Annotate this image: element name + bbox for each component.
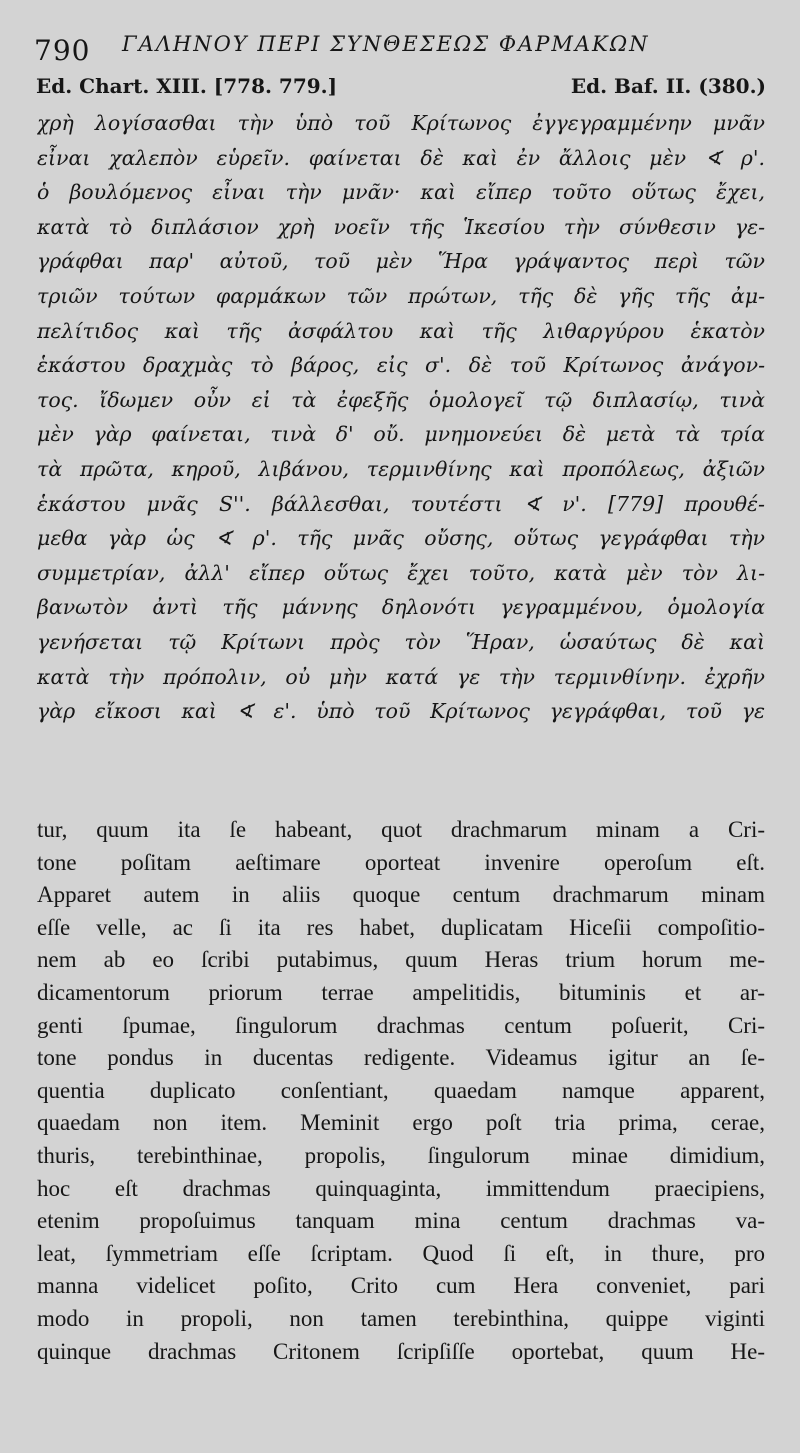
edition-reference-chartier: Ed. Chart. XIII. [778. 779.] — [36, 74, 338, 98]
latin-line: manna videlicet poſito, Crito cum Hera conveniet, pari — [37, 1273, 765, 1299]
greek-line: πελίτιδος καὶ τῆς ἀσφάλτου καὶ τῆς λιθαργύρου ἑκατὸν — [37, 318, 765, 343]
running-title: ΓΑΛΗΝΟΥ ΠΕΡΙ ΣΥΝΘΕΣΕΩΣ ΦΑΡΜΑΚΩΝ — [122, 32, 650, 56]
greek-line: τὰ πρῶτα, κηροῦ, λιβάνου, τερμινθίνης καὶ προπόλεως, ἀξιῶν — [37, 456, 765, 481]
latin-line: hoc eſt drachmas quinquaginta, immittendum praecipiens, — [37, 1175, 765, 1201]
latin-line: thuris, terebinthinae, propolis, ſingulorum minae dimidium, — [37, 1142, 765, 1168]
page-number: 790 — [34, 34, 91, 67]
greek-line: γράφθαι παρ' αὐτοῦ, τοῦ μὲν Ἥρα γράψαντος περὶ τῶν — [37, 249, 765, 274]
latin-line: quinque drachmas Critonem ſcripſiſſe oportebat, quum He- — [37, 1338, 765, 1364]
greek-line: μεθα γὰρ ὡς ∢ ρ'. τῆς μνᾶς οὔσης, οὕτως γεγράφθαι τὴν — [37, 526, 765, 551]
greek-line: ἑκάστου μνᾶς S''. βάλλεσθαι, τουτέστι ∢ ν'. [779] προυθέ- — [37, 491, 765, 516]
latin-line: tone pondus in ducentas redigente. Videamus igitur an ſe- — [37, 1045, 765, 1071]
latin-line: nem ab eo ſcribi putabimus, quum Heras trium horum me- — [37, 947, 765, 973]
greek-line: γὰρ εἴκοσι καὶ ∢ ε'. ὑπὸ τοῦ Κρίτωνος γεγράφθαι, τοῦ γε — [37, 699, 765, 724]
greek-line: τος. ἴδωμεν οὖν εἰ τὰ ἐφεξῆς ὁμολογεῖ τῷ διπλασίῳ, τινὰ — [37, 387, 765, 412]
latin-line: eſſe velle, ac ſi ita res habet, duplicatam Hiceſii compoſitio- — [37, 914, 765, 940]
latin-line: Apparet autem in aliis quoque centum drachmarum minam — [37, 882, 765, 908]
latin-line: quaedam non item. Meminit ergo poſt tria prima, cerae, — [37, 1110, 765, 1136]
greek-line: συμμετρίαν, ἀλλ' εἴπερ οὕτως ἔχει τοῦτο, κατὰ μὲν τὸν λι- — [37, 560, 765, 585]
greek-line: εἶναι χαλεπὸν εὑρεῖν. φαίνεται δὲ καὶ ἐν ἄλλοις μὲν ∢ ρ'. — [37, 145, 765, 170]
greek-line: τριῶν τούτων φαρμάκων τῶν πρώτων, τῆς δὲ γῆς τῆς ἀμ- — [37, 283, 765, 308]
edition-references — [36, 74, 766, 108]
latin-line: etenim propoſuimus tanquam mina centum drachmas va- — [37, 1208, 765, 1234]
latin-line: quentia duplicato conſentiant, quaedam namque apparent, — [37, 1077, 765, 1103]
latin-line: modo in propoli, non tamen terebinthina, quippe viginti — [37, 1305, 765, 1331]
page-header — [34, 22, 774, 72]
greek-line: ὁ βουλόμενος εἶναι τὴν μνᾶν· καὶ εἴπερ τοῦτο οὕτως ἔχει, — [37, 180, 765, 205]
greek-text-block — [37, 106, 765, 729]
latin-line: dicamentorum priorum terrae ampelitidis, bituminis et ar- — [37, 979, 765, 1005]
edition-reference-basel: Ed. Baf. II. (380.) — [570, 74, 766, 98]
greek-line: βανωτὸν ἀντὶ τῆς μάννης δηλονότι γεγραμμένου, ὁμολογία — [37, 595, 765, 620]
latin-line: tone poſitam aeſtimare oporteat invenire operoſum eſt. — [37, 849, 765, 875]
latin-line: tur, quum ita ſe habeant, quot drachmarum minam a Cri- — [37, 817, 765, 842]
greek-line: κατὰ τὸ διπλάσιον χρὴ νοεῖν τῆς Ἱκεσίου τὴν σύνθεσιν γε- — [37, 214, 765, 239]
greek-line: ἑκάστου δραχμὰς τὸ βάρος, εἰς σ'. δὲ τοῦ Κρίτωνος ἀνάγον- — [37, 353, 765, 378]
latin-text-block — [37, 814, 765, 1368]
greek-line: χρὴ λογίσασθαι τὴν ὑπὸ τοῦ Κρίτωνος ἐγγεγραμμένην μνᾶν — [37, 111, 765, 135]
latin-line: genti ſpumae, ſingulorum drachmas centum poſuerit, Cri- — [37, 1012, 765, 1038]
greek-line: γενήσεται τῷ Κρίτωνι πρὸς τὸν Ἥραν, ὡσαύτως δὲ καὶ — [37, 629, 765, 654]
latin-line: leat, ſymmetriam eſſe ſcriptam. Quod ſi eſt, in thure, pro — [37, 1240, 765, 1266]
greek-line: κατὰ τὴν πρόπολιν, οὐ μὴν κατά γε τὴν τερμινθίνην. ἐχρῆν — [37, 664, 765, 689]
greek-line: μὲν γὰρ φαίνεται, τινὰ δ' οὔ. μνημονεύει δὲ μετὰ τὰ τρία — [37, 422, 765, 447]
